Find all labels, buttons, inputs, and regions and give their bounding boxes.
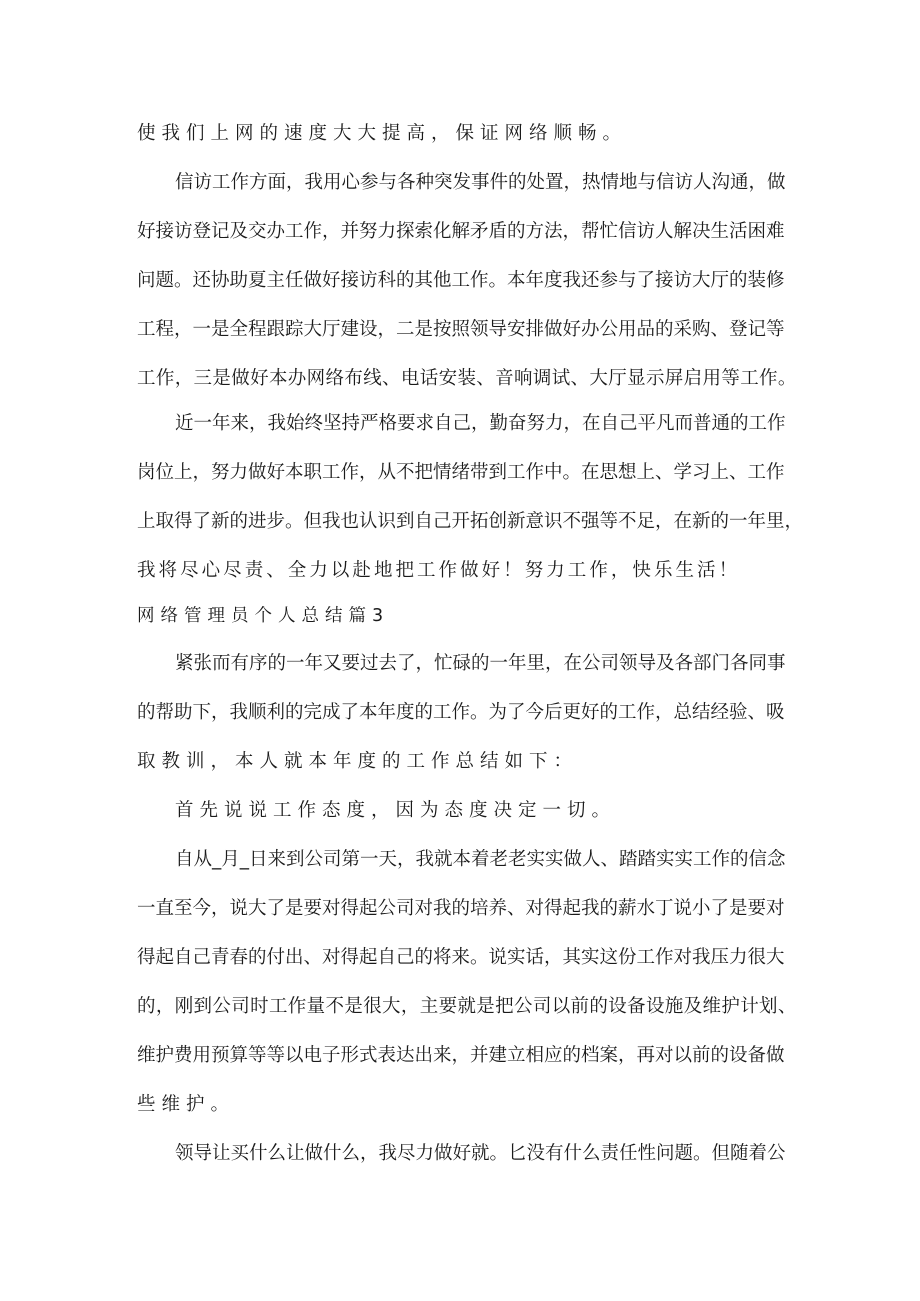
- body-line-7: 近一年来，我始终坚持严格要求自己，勤奋努力，在自己平凡而普通的工作: [175, 413, 786, 434]
- body-line-2: 信访工作方面，我用心参与各种突发事件的处置，热情地与信访人沟通，做: [175, 172, 786, 193]
- body-line-18: 的，刚到公司时工作量不是很大，主要就是把公司以前的设备设施及维护计划、: [137, 996, 797, 1017]
- body-line-1: 使我们上网的速度大大提高，保证网络顺畅。: [137, 123, 628, 144]
- body-line-10: 我将尽心尽责、全力以赴地把工作做好！努力工作，快乐生活！: [137, 560, 741, 581]
- body-line-14: 首先说说工作态度，因为态度决定一切。: [175, 800, 617, 821]
- body-line-17: 得起自己青春的付出、对得起自己的将来。说实话，其实这份工作对我压力很大: [137, 947, 785, 968]
- body-line-6: 工作，三是做好本办网络布线、电话安装、音响调试、大厅显示屏启用等工作。: [137, 368, 797, 389]
- section-heading: 网络管理员个人总结篇3: [137, 606, 390, 626]
- body-line-4: 问题。还协助夏主任做好接访科的其他工作。本年度我还参与了接访大厅的装修: [137, 270, 785, 291]
- body-line-12: 的帮助下，我顺利的完成了本年度的工作。为了今后更好的工作，总结经验、吸: [137, 702, 785, 723]
- body-line-5: 工程，一是全程跟踪大厅建设，二是按照领导安排做好办公用品的采购、登记等: [137, 319, 785, 340]
- body-line-16: 一直至今，说大了是要对得起公司对我的培养、对得起我的薪水丁说小了是要对: [137, 898, 785, 919]
- body-line-15: 自从_月_日来到公司第一天，我就本着老老实实做人、踏踏实实工作的信念: [175, 849, 786, 870]
- body-line-20: 些维护。: [137, 1094, 236, 1115]
- body-line-8: 岗位上，努力做好本职工作，从不把情绪带到工作中。在思想上、学习上、工作: [137, 462, 785, 483]
- body-line-3: 好接访登记及交办工作，并努力探索化解矛盾的方法，帮忙信访人解决生活困难: [137, 221, 785, 242]
- body-line-21: 领导让买什么让做什么，我尽力做好就。匕没有什么责任性问题。但随着公: [175, 1143, 786, 1164]
- body-line-11: 紧张而有序的一年又要过去了，忙碌的一年里，在公司领导及各部门各同事: [175, 653, 786, 674]
- body-line-9: 上取得了新的进步。但我也认识到自己开拓创新意识不强等不足，在新的一年里，: [137, 511, 804, 532]
- body-line-19: 维护费用预算等等以电子形式表达出来，并建立相应的档案，再对以前的设备做: [137, 1045, 785, 1066]
- body-line-13: 取教训，本人就本年度的工作总结如下：: [137, 751, 579, 772]
